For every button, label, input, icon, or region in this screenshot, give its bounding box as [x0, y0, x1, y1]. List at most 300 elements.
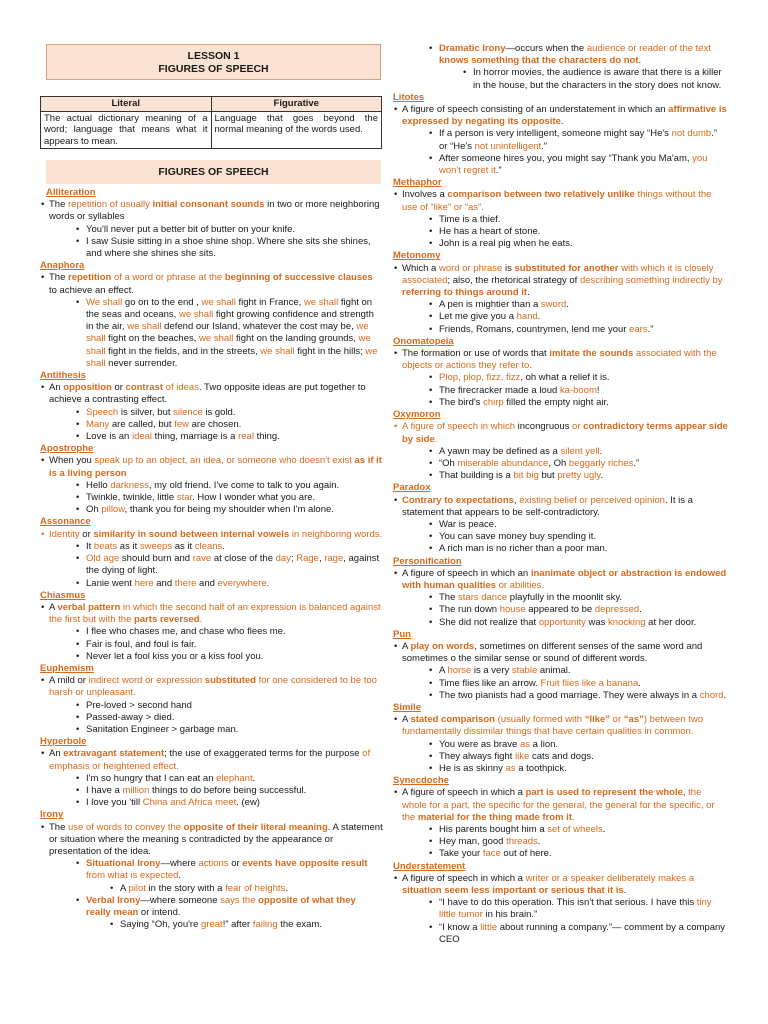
table-header-literal: Literal: [41, 97, 212, 112]
highlighted-text: indirect word or expression: [88, 675, 203, 687]
bullet-icon: •: [76, 492, 80, 504]
highlighted-text: Verbal Irony: [86, 894, 141, 906]
term-heading: Assonance: [40, 516, 91, 528]
highlighted-text: affirmative is expressed by negating its opposite: [402, 104, 727, 128]
text-run: .: [723, 689, 727, 701]
highlighted-text: extravagant statement: [63, 748, 165, 760]
term-heading: Simile: [393, 701, 421, 713]
text-run: He has a heart of stone.: [439, 226, 541, 238]
text-run: the exam.: [277, 919, 322, 931]
bullet-icon: •: [429, 677, 433, 689]
definition-item: [393, 714, 728, 738]
highlighted-text: for one considered to be too harsh or unpleasant.: [49, 675, 377, 699]
example-item: [40, 858, 383, 882]
text-run: and: [196, 577, 218, 589]
text-run: A figure of speech in which a: [402, 872, 526, 884]
text-run: Which a: [402, 262, 439, 274]
bullet-icon: •: [76, 784, 80, 796]
text-run: The run down: [439, 604, 500, 616]
bullet-icon: •: [76, 772, 80, 784]
highlighted-text: we shall: [86, 321, 369, 345]
highlighted-text: little: [480, 921, 498, 933]
table-header-figurative: Figurative: [211, 97, 382, 112]
text-run: They always fight: [439, 750, 516, 762]
highlighted-text: substituted: [204, 675, 256, 687]
highlighted-text: house: [499, 604, 526, 616]
example-item: [393, 824, 728, 836]
text-run: A: [120, 882, 129, 894]
highlighted-text: beggarly riches: [568, 457, 634, 469]
right-column: [393, 43, 728, 946]
highlighted-text: things without the use of “like” or “as”.: [402, 189, 712, 213]
example-item: [40, 224, 383, 236]
highlighted-text: parts reversed: [134, 614, 200, 626]
text-run: fight on the seas and oceans,: [86, 296, 373, 321]
highlighted-text: failing: [252, 919, 278, 931]
text-run: . (ew): [236, 797, 260, 809]
section-heading: FIGURES OF SPEECH: [46, 160, 381, 184]
term-heading: Onomatopeia: [393, 335, 454, 347]
definition-item: [393, 421, 728, 445]
example-item: [40, 700, 383, 712]
highlighted-text: initial consonant sounds: [152, 199, 265, 211]
highlighted-text: not dumb: [671, 128, 712, 140]
definition-item: [393, 873, 728, 897]
definition-item: [40, 529, 383, 541]
example-item: [40, 797, 383, 809]
definition-item: [40, 199, 383, 223]
highlighted-text: as: [519, 738, 531, 750]
text-run: . A statement or situation where the meaning s contradicted by the appearance or presentation of the idea.: [49, 821, 383, 857]
text-run: , my old friend. I've come to talk to you again.: [148, 479, 340, 491]
text-run: as it: [172, 540, 195, 552]
highlighted-text: imitate the sounds: [549, 348, 634, 360]
text-run: It: [86, 540, 94, 552]
text-run: fight on the beaches,: [105, 333, 200, 345]
text-run: .: [566, 299, 569, 311]
highlighted-text: says the: [220, 894, 259, 906]
bullet-icon: •: [394, 348, 398, 360]
bullet-icon: •: [76, 858, 80, 870]
highlighted-text: associated with the objects or actions they refer to.: [402, 348, 717, 372]
highlighted-text: sword: [540, 299, 567, 311]
text-run: .: [638, 677, 641, 689]
text-run: Let me give you a: [439, 311, 517, 323]
text-run: The: [49, 272, 69, 284]
term-heading: Irony: [40, 809, 64, 821]
example-item: [40, 236, 383, 260]
bullet-icon: •: [41, 748, 45, 760]
text-run: In horror movies, the audience is aware that there is a killer in the house, but the characters in the story does not know.: [473, 67, 722, 91]
highlighted-text: pilot: [128, 882, 146, 894]
highlighted-text: in neighboring words.: [289, 528, 383, 540]
highlighted-text: pretty ugly: [557, 470, 601, 482]
text-run: is silver, but: [118, 406, 174, 418]
highlighted-text: .: [199, 614, 203, 626]
term-heading: Paradox: [393, 482, 431, 494]
text-run: ,: [682, 787, 689, 799]
highlighted-text: We shall: [86, 296, 123, 308]
highlighted-text: ears: [629, 323, 648, 335]
example-item: [393, 385, 728, 397]
text-run: A rich man is no richer than a poor man.: [439, 543, 608, 555]
bullet-icon: •: [76, 223, 80, 235]
definition-item: [40, 272, 383, 296]
bullet-icon: •: [76, 638, 80, 650]
bullet-icon: •: [429, 750, 433, 762]
highlighted-text: here: [134, 577, 154, 589]
text-run: about running a company.”— comment by a company CEO: [439, 921, 726, 945]
text-run: War is peace.: [439, 518, 497, 530]
text-run: .: [527, 287, 530, 299]
highlighted-text: contradictory terms appear side by side: [402, 421, 728, 445]
highlighted-text: threads: [506, 836, 538, 848]
bullet-icon: •: [394, 567, 398, 579]
text-run: You were as brave: [439, 738, 520, 750]
bullet-icon: •: [429, 226, 433, 238]
bullet-icon: •: [110, 919, 114, 931]
example-item: [393, 897, 728, 921]
highlighted-text: audience or reader of the text: [586, 43, 711, 54]
text-run: .: [602, 824, 606, 835]
bullet-icon: •: [76, 553, 80, 565]
highlighted-text: Fruit flies like a banana: [540, 677, 639, 689]
bullet-icon: •: [394, 714, 398, 726]
highlighted-text: opposite of what they really mean: [86, 894, 356, 918]
bullet-icon: •: [429, 372, 433, 384]
highlighted-text: comparison between two relatively unlike: [447, 189, 635, 201]
highlighted-text: silent yell: [560, 445, 600, 457]
text-run: Time flies like an arrow.: [439, 677, 541, 689]
highlighted-text: rave: [192, 553, 212, 565]
bullet-icon: •: [76, 797, 80, 809]
bullet-icon: •: [429, 665, 433, 677]
text-run: as it: [117, 540, 140, 552]
text-run: , thank you for being my shoulder when I'm alone.: [124, 504, 334, 516]
highlighted-text: we shall: [303, 296, 339, 308]
highlighted-text: describing something indirectly by: [579, 274, 723, 286]
text-run: fight in the hills;: [294, 345, 366, 357]
highlighted-text: we shall: [86, 345, 378, 369]
bullet-icon: •: [41, 455, 45, 467]
example-item: [40, 895, 383, 919]
text-run: .: [222, 540, 225, 552]
text-run: A figure of speech consisting of an understatement in which an: [402, 104, 669, 116]
highlighted-text: cleans: [194, 540, 223, 552]
highlighted-text: material for the thing made from it: [417, 811, 572, 823]
bullet-icon: •: [76, 235, 80, 247]
text-run: When you: [49, 455, 95, 467]
text-run: Hey man, good: [439, 836, 507, 848]
table-cell-figurative: Language that goes beyond the normal meaning of the words used.: [211, 111, 382, 149]
bullet-icon: •: [76, 626, 80, 638]
highlighted-text: as: [505, 762, 516, 774]
text-run: fight on the landing grounds,: [233, 333, 359, 345]
bullet-icon: •: [429, 299, 433, 311]
left-column: [40, 187, 383, 931]
bullet-icon: •: [429, 238, 433, 250]
text-run: filled the empty night air.: [503, 396, 609, 408]
example-item: [393, 848, 728, 860]
bullet-icon: •: [76, 504, 80, 516]
example-item: [393, 214, 728, 226]
highlighted-text: we shall: [178, 309, 214, 321]
example-item: [393, 836, 728, 848]
text-run: Take your: [439, 848, 483, 860]
text-run: incongruous: [517, 421, 570, 433]
example-item: [393, 397, 728, 409]
highlighted-text: silence: [173, 406, 203, 418]
text-run: , sometimes on different senses of the same word and sometimes o the similar sense or sound of different words.: [402, 640, 703, 665]
bullet-icon: •: [76, 894, 80, 906]
term-heading: Pun: [393, 628, 411, 640]
text-run: ,: [318, 553, 325, 565]
text-run: never surrender.: [105, 357, 178, 369]
definition-item: [393, 263, 728, 300]
definition-item: [393, 787, 728, 824]
example-item: [393, 604, 728, 616]
bullet-icon: •: [76, 479, 80, 491]
bullet-icon: •: [429, 323, 433, 335]
text-run: a toothpick.: [515, 762, 567, 774]
text-run: That building is a: [439, 470, 514, 482]
bullet-icon: •: [394, 640, 398, 652]
text-run: The: [439, 592, 459, 604]
bullet-icon: •: [429, 457, 433, 469]
bullet-icon: •: [41, 821, 45, 833]
example-item: [393, 128, 728, 152]
text-run: are called, but: [109, 418, 175, 430]
bullet-icon: •: [463, 67, 467, 79]
highlighted-text: you won't regret it: [439, 152, 708, 177]
highlighted-text: opposition: [63, 382, 112, 394]
highlighted-text: knows something that the characters do not: [439, 55, 639, 67]
definition-item: [393, 568, 728, 592]
bullet-icon: •: [394, 421, 398, 433]
highlighted-text: chirp: [483, 396, 504, 408]
highlighted-text: darkness: [110, 479, 149, 491]
example-item: [393, 226, 728, 238]
text-run: “I know a: [439, 921, 481, 933]
example-item: [40, 883, 383, 895]
bullet-icon: •: [429, 311, 433, 323]
highlighted-text: star: [176, 492, 193, 504]
highlighted-text: we shall: [201, 296, 236, 308]
text-run: I'm so hungry that I can eat an: [86, 772, 217, 784]
text-run: Love is an: [86, 431, 132, 443]
highlighted-text: Plop, plop, fizz, fizz: [439, 372, 521, 384]
text-run: or: [79, 528, 94, 540]
highlighted-text: repetition: [68, 272, 112, 284]
text-run: .”: [647, 323, 654, 335]
term-heading: Chiasmus: [40, 589, 86, 601]
text-run: . How I wonder what you are.: [192, 492, 316, 504]
text-run: —occurs when the: [505, 43, 587, 54]
highlighted-text: sweeps: [139, 540, 173, 552]
term-heading: Alliteration: [46, 187, 96, 198]
text-run: You can save money buy spending it.: [439, 531, 597, 543]
text-run: is: [502, 262, 515, 274]
example-item: [40, 626, 383, 638]
example-item: [40, 504, 383, 516]
highlighted-text: similarity in sound between internal vowels: [93, 528, 290, 540]
example-item: [40, 724, 383, 736]
text-run: cats and dogs.: [529, 750, 594, 762]
text-run: Hello: [86, 479, 111, 491]
highlighted-text: repetition: [68, 199, 108, 211]
table-cell-literal: The actual dictionary meaning of a word; language that means what it appears to mean.: [41, 111, 212, 149]
example-item: [393, 153, 728, 177]
highlighted-text: we shall: [127, 321, 162, 333]
text-run: in two or more neighboring words or syllables: [49, 199, 380, 223]
highlighted-text: stated comparison: [410, 714, 495, 726]
highlighted-text: we shall: [260, 345, 295, 357]
highlighted-text: ) between two fundamentally dissimilar things that have certain qualities in common.: [402, 714, 704, 738]
example-item: [40, 712, 383, 724]
text-run: Lanie went: [86, 577, 135, 589]
bullet-icon: •: [429, 445, 433, 457]
text-run: , Oh: [548, 457, 569, 469]
bullet-icon: •: [110, 882, 114, 894]
example-item: [393, 690, 728, 702]
example-item: [393, 751, 728, 763]
text-run: to achieve an effect.: [49, 284, 134, 296]
text-run: John is a real pig when he eats.: [439, 238, 573, 250]
text-run: fight in France,: [235, 296, 304, 308]
text-run: at her door.: [645, 616, 697, 628]
text-run: —where: [160, 858, 199, 870]
text-run: A figure of speech in which a: [402, 787, 526, 799]
bullet-icon: •: [76, 296, 80, 308]
text-run: was: [585, 616, 609, 628]
example-item: [393, 470, 728, 482]
highlighted-text: play on words: [410, 640, 475, 652]
highlighted-text: or: [569, 421, 584, 433]
example-item: [393, 299, 728, 311]
example-item: [393, 665, 728, 677]
highlighted-text: ka-boom: [559, 384, 597, 396]
text-run: A: [439, 665, 448, 677]
example-item: [40, 639, 383, 651]
highlighted-text: “as”: [623, 714, 644, 726]
text-run: A pen is mightier than a: [439, 299, 541, 311]
highlighted-text: tiny little tumor: [439, 897, 712, 921]
highlighted-text: of ideas: [165, 382, 199, 394]
text-run: If a person is very intelligent, someone might say “He's: [439, 128, 672, 140]
text-run: —where someone: [140, 894, 221, 906]
text-run: is a very: [471, 665, 512, 677]
bullet-icon: •: [76, 406, 80, 418]
highlighted-text: in which the second half of an expression is balanced against the first but with the: [49, 601, 381, 626]
highlighted-text: of emphasis or heightened effect.: [49, 748, 371, 772]
highlighted-text: contrast: [125, 382, 164, 394]
text-run: a lion.: [530, 738, 559, 750]
highlighted-text: the whole for a part, the specific for the general, the general for the specific, or the: [402, 787, 715, 823]
text-run: The firecracker made a loud: [439, 384, 560, 396]
highlighted-text: inanimate object or abstraction is endowed with human qualities: [402, 567, 727, 591]
example-item: [393, 43, 728, 67]
highlighted-text: Speech: [86, 406, 119, 418]
text-run: or intend.: [138, 906, 181, 918]
term-heading: Hyperbole: [40, 736, 87, 748]
highlighted-text: horse: [447, 665, 472, 677]
bullet-icon: •: [394, 494, 398, 506]
bullet-icon: •: [429, 128, 433, 140]
highlighted-text: situation seem less important or serious that it is: [402, 885, 624, 897]
highlighted-text: writer or a speaker deliberately makes a: [525, 872, 695, 884]
bullet-icon: •: [429, 604, 433, 616]
text-run: .”: [633, 457, 640, 469]
text-run: .: [639, 604, 642, 616]
highlighted-text: there: [174, 577, 197, 589]
term-heading: Personification: [393, 555, 462, 567]
highlighted-text: existing belief or perceived opinion: [519, 494, 665, 506]
text-run: out of here.: [500, 848, 552, 860]
text-run: . Two opposite ideas are put together to achieve a contrasting effect.: [49, 382, 366, 406]
bullet-icon: •: [429, 824, 433, 835]
text-run: , against the dying of light.: [86, 553, 380, 577]
text-run: !: [596, 384, 600, 396]
text-run: playfully in the moonlit sky.: [507, 592, 623, 604]
text-run: and: [153, 577, 175, 589]
highlighted-text: .: [434, 433, 438, 445]
example-item: [393, 678, 728, 690]
text-run: I saw Susie sitting in a shoe shine shop. Where she sits she shines, and where she shines she sits.: [86, 235, 371, 260]
bullet-icon: •: [429, 396, 433, 408]
highlighted-text: beginning of successive clauses: [224, 272, 373, 284]
highlighted-text: use of words to convey the: [68, 821, 184, 833]
highlighted-text: ideal: [131, 431, 153, 443]
text-run: “I have to do this operation. This isn't that serious. I have this: [439, 897, 697, 909]
definition-item: [393, 348, 728, 372]
highlighted-text: few: [174, 418, 189, 430]
text-run: She did not realize that: [439, 616, 539, 628]
text-run: .: [537, 836, 541, 848]
example-item: [40, 297, 383, 370]
highlighted-text: not unintelligent: [474, 140, 542, 152]
text-run: .: [623, 885, 627, 897]
highlighted-text: opportunity: [538, 616, 586, 628]
highlighted-text: like: [515, 750, 530, 762]
term-heading: Antithesis: [40, 370, 86, 382]
text-run: The: [49, 199, 69, 211]
text-run: You'll never put a better bit of butter on your knife.: [86, 223, 296, 235]
highlighted-text: verbal pattern: [57, 601, 121, 613]
text-run: but: [538, 470, 558, 482]
highlighted-text: we shall: [199, 333, 234, 345]
text-run: The: [49, 821, 69, 833]
text-run: . It is a statement that appears to be self-contradictory.: [402, 494, 693, 518]
example-item: [393, 519, 728, 531]
text-run: , oh what a relief it is.: [520, 372, 610, 384]
text-run: is gold.: [202, 406, 236, 418]
text-run: .: [266, 577, 270, 589]
bullet-icon: •: [429, 213, 433, 225]
bullet-icon: •: [429, 592, 433, 604]
text-run: should burn and: [119, 553, 193, 565]
text-run: defend our Island, whatever the cost may be,: [161, 321, 357, 333]
text-run: The formation or use of words that: [402, 348, 550, 360]
highlighted-text: actions: [198, 858, 229, 870]
example-item: [393, 446, 728, 458]
example-item: [40, 492, 383, 504]
text-run: A: [402, 640, 411, 652]
bullet-icon: •: [76, 699, 80, 711]
highlighted-text: .: [572, 811, 575, 823]
text-run: I flee who chases me, and chase who flees me.: [86, 626, 286, 638]
highlighted-text: set of wheels: [547, 824, 603, 835]
example-item: [40, 578, 383, 590]
